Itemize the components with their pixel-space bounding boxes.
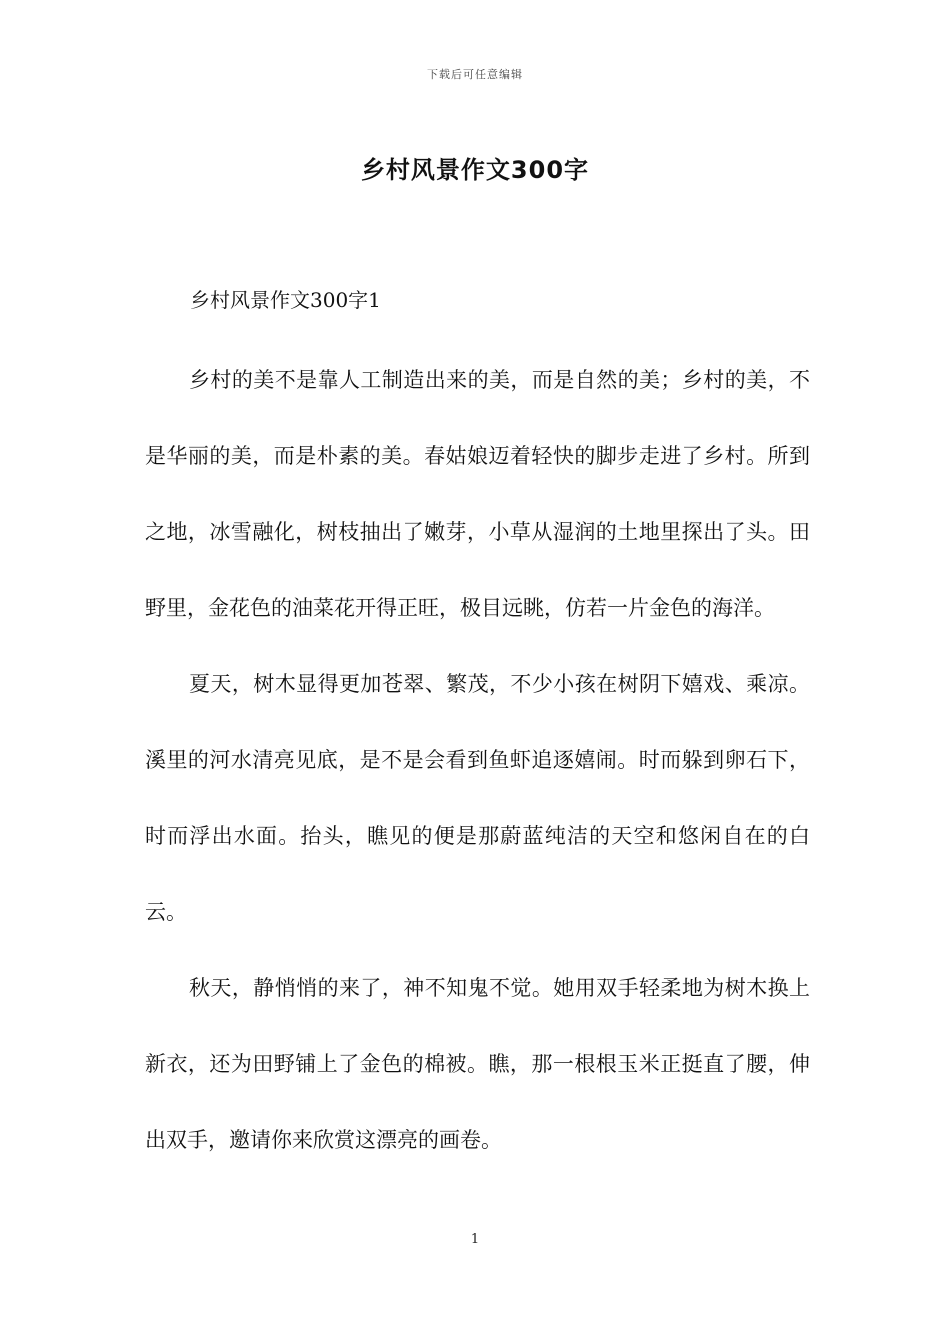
- header-note: 下载后可任意编辑: [427, 68, 523, 81]
- paragraph-spring: 乡村的美不是靠人工制造出来的美，而是自然的美；乡村的美，不是华丽的美，而是朴素的美。春姑娘迈着轻快的脚步走进了乡村。所到之地，冰雪融化，树枝抽出了嫩芽，小草从湿润的土地里探出了头。田野里，金花色的油菜花开得正旺，极目远眺，仿若一片金色的海洋。: [145, 368, 810, 620]
- document-body: [145, 342, 810, 1178]
- paragraph-autumn: 秋天，静悄悄的来了，神不知鬼不觉。她用双手轻柔地为树木换上新衣，还为田野铺上了金色的棉被。瞧，那一根根玉米正挺直了腰，伸出双手，邀请你来欣赏这漂亮的画卷。: [145, 976, 810, 1152]
- page-number: 1: [470, 1232, 480, 1247]
- document-title: 乡村风景作文300字: [360, 156, 590, 184]
- section-subtitle: 乡村风景作文300字1: [190, 288, 381, 312]
- paragraph-summer: 夏天，树木显得更加苍翠、繁茂，不少小孩在树阴下嬉戏、乘凉。溪里的河水清亮见底，是不是会看到鱼虾追逐嬉闹。时而躲到卵石下，时而浮出水面。抬头，瞧见的便是那蔚蓝纯洁的天空和悠闲自在的白云。: [145, 672, 810, 924]
